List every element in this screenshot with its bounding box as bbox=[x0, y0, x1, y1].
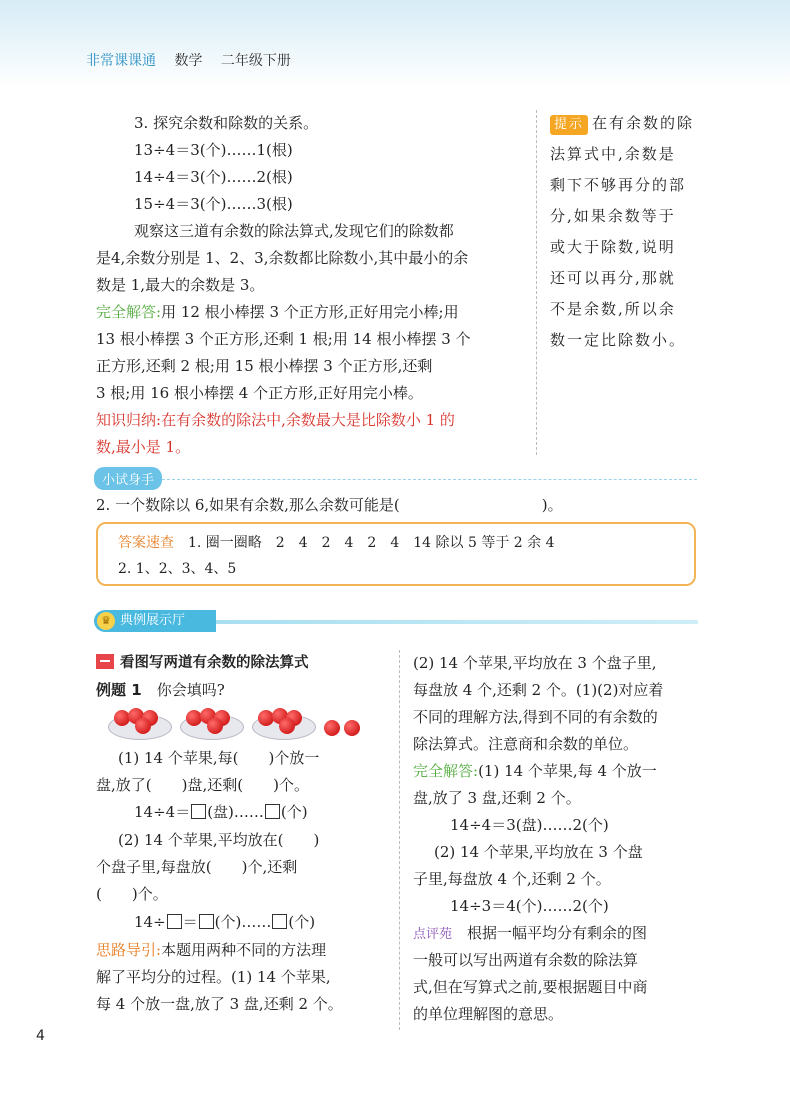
full-answer-text1: 用 12 根小棒摆 3 个正方形,正好用完小棒;用 bbox=[161, 303, 459, 321]
knowledge-label: 知识归纳: bbox=[96, 411, 162, 429]
upper-eq1: 13÷4＝3(个)……1(根) bbox=[134, 141, 293, 159]
tip-line8: 数一定比除数小。 bbox=[550, 331, 687, 349]
upper-obs3: 数是 1,最大的余数是 3。 bbox=[96, 276, 265, 294]
upper-full-line1 bbox=[96, 299, 459, 326]
right-eq1: 14÷4＝3(盘)……2(个) bbox=[450, 816, 609, 834]
example-part1-b: 盘,放了( )盘,还剩( )个。 bbox=[96, 776, 309, 794]
apple-icon bbox=[279, 718, 295, 734]
answer-box-quotient-2[interactable] bbox=[199, 914, 214, 929]
header-subject: 数学 bbox=[174, 53, 203, 69]
tip-box bbox=[550, 108, 700, 356]
trophy-icon: ♛ bbox=[97, 612, 115, 630]
right-full-text1: (1) 14 个苹果,每 4 个放一 bbox=[478, 762, 657, 780]
upper-obs1: 观察这三道有余数的除法算式,发现它们的除数都 bbox=[134, 222, 454, 240]
try-question bbox=[96, 492, 563, 519]
guide-label: 思路导引: bbox=[96, 941, 162, 959]
tip-line1: 在有余数的除 bbox=[592, 114, 695, 132]
try-label: 小试身手 bbox=[94, 467, 162, 490]
tip-line4: 分,如果余数等于 bbox=[550, 207, 676, 225]
example-heading bbox=[96, 677, 225, 704]
guide-line1 bbox=[96, 937, 326, 964]
tip-label: 提示 bbox=[550, 115, 588, 135]
tip-separator bbox=[536, 110, 537, 455]
apple-icon bbox=[324, 720, 340, 736]
upper-eq3: 15÷4＝3(个)……3(根) bbox=[134, 195, 293, 213]
apple-illustration bbox=[108, 706, 368, 740]
example-section-title bbox=[96, 650, 309, 677]
answer-box-divisor[interactable] bbox=[167, 914, 182, 929]
knowledge-text1: 在有余数的除法中,余数最大是比除数小 1 的 bbox=[161, 411, 455, 429]
upper-eq2: 14÷4＝3(个)……2(根) bbox=[134, 168, 293, 186]
example-eq2 bbox=[134, 909, 315, 936]
try-divider bbox=[162, 479, 697, 480]
upper-full4: 3 根;用 16 根小棒摆 4 个正方形,正好用完小棒。 bbox=[96, 384, 423, 402]
comment-text2: 一般可以写出两道有余数的除法算 bbox=[413, 951, 639, 969]
answer-text2: 2. 1、2、3、4、5 bbox=[118, 561, 237, 577]
right-full-label: 完全解答: bbox=[413, 762, 479, 780]
answer-label: 答案速查 bbox=[118, 535, 174, 551]
example-part1-a: (1) 14 个苹果,每( )个放一 bbox=[118, 749, 320, 767]
guide-text1: 本题用两种不同的方法理 bbox=[161, 941, 327, 959]
answer-box-remainder[interactable] bbox=[265, 804, 280, 819]
upper-heading: 3. 探究余数和除数的关系。 bbox=[134, 114, 319, 132]
upper-full3: 正方形,还剩 2 根;用 15 根小棒摆 3 个正方形,还剩 bbox=[96, 357, 433, 375]
tip-line7: 不是余数,所以余 bbox=[550, 300, 676, 318]
apple-icon bbox=[344, 720, 360, 736]
right-line4: 除法算式。注意商和余数的单位。 bbox=[413, 735, 639, 753]
comment-label: 点评苑 bbox=[413, 927, 453, 942]
header-grade: 二年级下册 bbox=[220, 53, 291, 69]
tip-line2: 法算式中,余数是 bbox=[550, 145, 676, 163]
knowledge-line1 bbox=[96, 407, 455, 434]
eq1-part-b: (盘)…… bbox=[207, 803, 264, 821]
tip-line3: 剩下不够再分的部 bbox=[550, 176, 687, 194]
tip-line5: 或大于除数,说明 bbox=[550, 238, 676, 256]
example-question: 你会填吗? bbox=[156, 681, 225, 699]
right-full-text2: 盘,放了 3 盘,还剩 2 个。 bbox=[413, 789, 581, 807]
apple-icon bbox=[135, 718, 151, 734]
example-part2-a: (2) 14 个苹果,平均放在( ) bbox=[118, 831, 320, 849]
eq2-part-a: 14÷ bbox=[134, 913, 166, 931]
eq2-part-c: (个)…… bbox=[214, 913, 272, 931]
full-answer-label: 完全解答: bbox=[96, 303, 162, 321]
answer-box-remainder-2[interactable] bbox=[272, 914, 287, 929]
section-banner bbox=[94, 610, 698, 630]
guide-line2: 解了平均分的过程。(1) 14 个苹果, bbox=[96, 968, 331, 986]
header-band bbox=[0, 0, 790, 86]
example-eq1 bbox=[134, 799, 308, 826]
answer-text1: 1. 圈一圈略 2 4 2 4 2 4 14 除以 5 等于 2 余 4 bbox=[188, 535, 555, 551]
try-question-pre: 2. 一个数除以 6,如果有余数,那么余数可能是( bbox=[96, 496, 400, 514]
guide-line3: 每 4 个放一盘,放了 3 盘,还剩 2 个。 bbox=[96, 995, 343, 1013]
answer-box-quotient[interactable] bbox=[191, 804, 206, 819]
comment-text1: 根据一幅平均分有剩余的图 bbox=[467, 924, 648, 942]
right-full-text4: 子里,每盘放 4 个,还剩 2 个。 bbox=[413, 870, 611, 888]
comment-text3: 式,但在写算式之前,要根据题目中商 bbox=[413, 978, 648, 996]
right-line2: 每盘放 4 个,还剩 2 个。(1)(2)对应着 bbox=[413, 681, 664, 699]
eq1-part-a: 14÷4＝ bbox=[134, 803, 191, 821]
upper-obs2: 是4,余数分别是 1、2、3,余数都比除数小,其中最小的余 bbox=[96, 249, 469, 267]
example-part2-c: ( )个。 bbox=[96, 885, 168, 903]
eq2-part-d: (个) bbox=[288, 913, 316, 931]
banner-line bbox=[216, 620, 698, 624]
answer-line1 bbox=[118, 530, 555, 556]
example-part2-b: 个盘子里,每盘放( )个,还剩 bbox=[96, 858, 298, 876]
section-number-icon bbox=[96, 654, 114, 669]
tip-line6: 还可以再分,那就 bbox=[550, 269, 676, 287]
section-title-text: 看图写两道有余数的除法算式 bbox=[120, 655, 309, 671]
banner-label: 典例展示厅 bbox=[120, 613, 186, 628]
eq1-part-c: (个) bbox=[280, 803, 308, 821]
right-full-text3: (2) 14 个苹果,平均放在 3 个盘 bbox=[434, 843, 643, 861]
comment-text4: 的单位理解图的意思。 bbox=[413, 1005, 564, 1023]
comment-line1 bbox=[413, 920, 647, 948]
upper-full2: 13 根小棒摆 3 个正方形,还剩 1 根;用 14 根小棒摆 3 个 bbox=[96, 330, 471, 348]
page-number: 4 bbox=[36, 1028, 45, 1044]
apple-icon bbox=[207, 718, 223, 734]
right-line3: 不同的理解方法,得到不同的有余数的 bbox=[413, 708, 658, 726]
header-brand: 非常课课通 bbox=[86, 53, 156, 69]
right-line1: (2) 14 个苹果,平均放在 3 个盘子里, bbox=[413, 654, 657, 672]
right-eq2: 14÷3＝4(个)……2(个) bbox=[450, 897, 609, 915]
column-separator bbox=[399, 650, 400, 1030]
eq2-part-b: ＝ bbox=[182, 913, 198, 931]
knowledge-text2: 数,最小是 1。 bbox=[96, 438, 191, 456]
example-label: 例题 1 bbox=[96, 681, 142, 699]
right-full-line1 bbox=[413, 758, 657, 785]
try-question-post: )。 bbox=[541, 496, 563, 514]
page-header bbox=[86, 50, 291, 70]
